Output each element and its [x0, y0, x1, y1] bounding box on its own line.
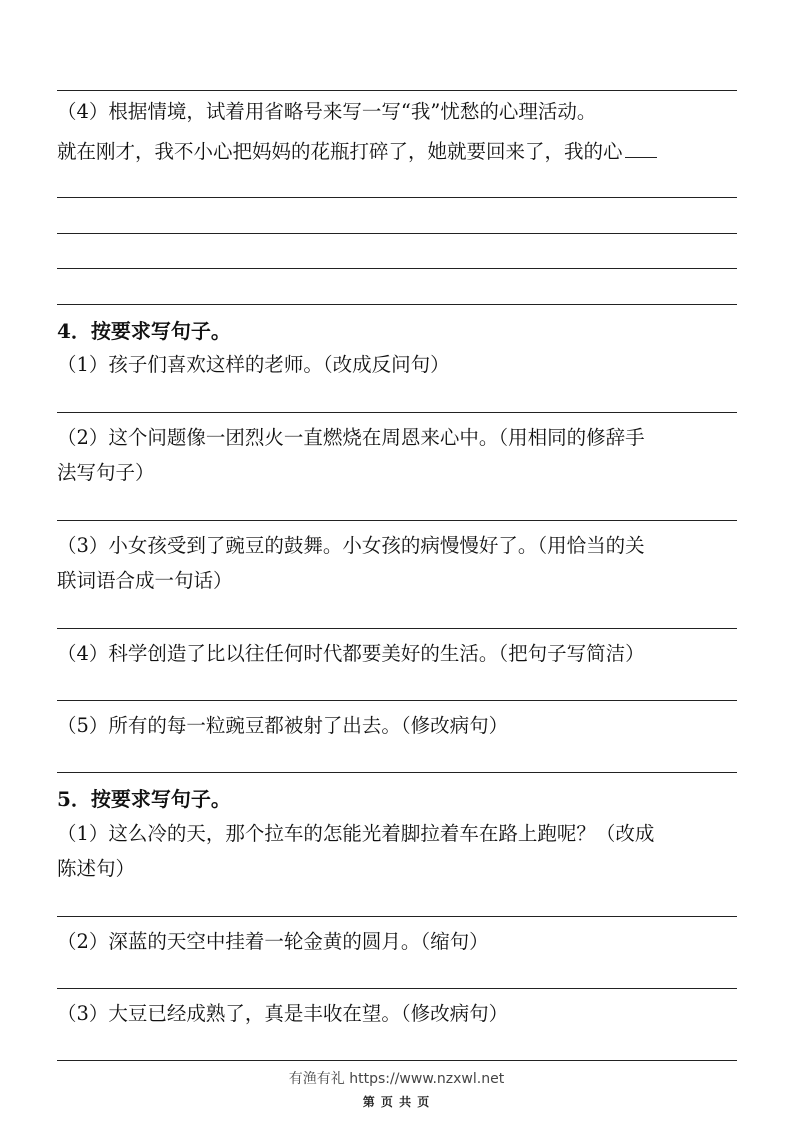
answer-line[interactable]: [57, 233, 737, 234]
answer-line[interactable]: [57, 520, 737, 521]
answer-line[interactable]: [57, 268, 737, 269]
question-5-1-cont: 陈述句）: [57, 857, 136, 880]
answer-line[interactable]: [57, 628, 737, 629]
section-4-heading: 4．按要求写句子。: [57, 319, 231, 343]
question-5-3: （3）大豆已经成熟了，真是丰收在望。（修改病句）: [57, 1002, 509, 1025]
question-4-2: （2）这个问题像一团烈火一直燃烧在周恩来心中。（用相同的修辞手: [57, 426, 645, 449]
context-text: 就在刚才，我不小心把妈妈的花瓶打碎了，她就要回来了，我的心: [57, 140, 623, 163]
question-4-2-cont: 法写句子）: [57, 461, 155, 484]
question-3-4-prompt: （4）根据情境，试着用省略号来写一写“我”忧愁的心理活动。: [57, 100, 597, 123]
answer-line[interactable]: [57, 772, 737, 773]
answer-line[interactable]: [57, 700, 737, 701]
question-5-1: （1）这么冷的天，那个拉车的怎能光着脚拉着车在路上跑呢？（改成: [57, 822, 655, 845]
answer-line[interactable]: [57, 1060, 737, 1061]
question-4-4: （4）科学创造了比以往任何时代都要美好的生活。（把句子写简洁）: [57, 642, 645, 665]
section-5-heading: 5．按要求写句子。: [57, 787, 231, 811]
question-5-2: （2）深蓝的天空中挂着一轮金黄的圆月。（缩句）: [57, 930, 489, 953]
footer-page-number: 第 页 共 页: [362, 1095, 431, 1109]
answer-line[interactable]: [57, 916, 737, 917]
question-4-5: （5）所有的每一粒豌豆都被射了出去。（修改病句）: [57, 714, 509, 737]
answer-line[interactable]: [57, 412, 737, 413]
question-3-4-context: [57, 139, 747, 165]
question-4-3-cont: 联词语合成一句话）: [57, 569, 233, 592]
question-4-1: （1）孩子们喜欢这样的老师。（改成反问句）: [57, 353, 450, 376]
answer-line[interactable]: [57, 988, 737, 989]
fill-blank[interactable]: [625, 157, 657, 158]
answer-line: [57, 90, 737, 91]
answer-line[interactable]: [57, 197, 737, 198]
footer-website: 有渔有礼 https://www.nzxwl.net: [288, 1071, 505, 1087]
question-4-3: （3）小女孩受到了豌豆的鼓舞。小女孩的病慢慢好了。（用恰当的关: [57, 534, 645, 557]
answer-line[interactable]: [57, 304, 737, 305]
